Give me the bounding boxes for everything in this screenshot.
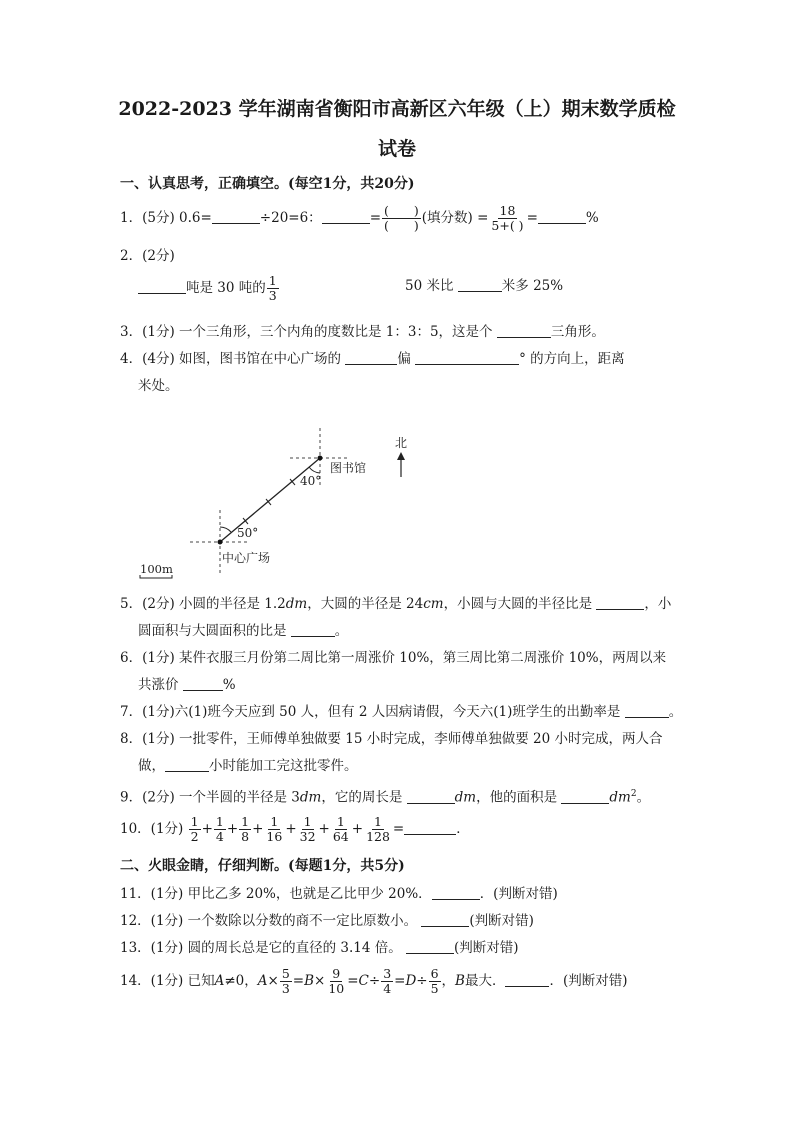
plus-sign: +: [252, 821, 264, 837]
fraction-term: $\frac{1}{8}$: [241, 814, 250, 844]
fraction-6-5: $\frac{6}{5}$: [430, 966, 439, 996]
question-10: 10．(1分) $\frac{1}{2}$ + $\frac{1}{4}$ + $\frac{1}{8}$ + $\frac{1}{16}$ + $\frac{1}{32}$ + $\frac{1}{64}$ + $\frac{1}{128}$ = ．: [120, 814, 470, 844]
plus-sign: +: [318, 821, 330, 837]
answer-blank[interactable]: [497, 324, 551, 338]
question-13: 13．(1分) 圆的周长总是它的直径的 3.14 倍。 (判断对错): [120, 940, 519, 956]
library-point: [318, 456, 323, 461]
question-7: 7．(1分)六(1)班今天应到 50 人，但有 2 人因病请假，今天六(1)班学生的出勤率是 。: [120, 704, 683, 720]
fraction-term: $\frac{1}{32}$: [299, 814, 316, 844]
scale-label: 100m: [140, 562, 173, 576]
question-1: 1．(5分) 0.6= ÷20=6： = $\frac{( )}{( )}$ (填分数) = $\frac{18}{5+( )}$ = %: [120, 203, 599, 233]
plus-sign: +: [226, 821, 239, 837]
answer-blank[interactable]: [406, 940, 454, 954]
question-5-line2: 圆面积与大圆面积的比是 。: [138, 623, 349, 639]
question-6: 6．(1分) 某件衣服三月份第二周比第一周涨价 10%，第三周比第二周涨价 10%，两周以来: [120, 650, 667, 666]
angle-arc-top: [309, 467, 320, 473]
center-square-label: 中心广场: [222, 551, 271, 565]
center-square-point: [218, 540, 223, 545]
question-9: 9．(2分) 一个半圆的半径是 3dm，它的周长是 dm，他的面积是 $dm^2$。: [120, 789, 651, 806]
library-label: 图书馆: [330, 461, 367, 475]
section2-heading: 二、火眼金睛，仔细判断。(每题1分，共5分): [120, 858, 405, 874]
answer-blank[interactable]: [138, 280, 186, 294]
answer-blank[interactable]: [458, 278, 502, 292]
exam-title-line1: 2022-2023 学年湖南省衡阳市高新区六年级（上）期末数学质检: [118, 98, 676, 120]
fraction-term: $\frac{1}{2}$: [190, 814, 199, 844]
north-arrow-icon: [397, 452, 405, 460]
answer-blank[interactable]: [407, 790, 455, 804]
question-5: 5．(2分) 小圆的半径是 1.2dm，大圆的半径是 24cm，小圆与大圆的半径比是 ，小: [120, 596, 672, 612]
answer-blank[interactable]: [183, 677, 223, 691]
answer-blank[interactable]: [415, 351, 519, 365]
question-6-line2: 共涨价 %: [138, 677, 236, 693]
fraction-term: $\frac{1}{16}$: [266, 814, 283, 844]
answer-blank[interactable]: [625, 704, 669, 718]
answer-blank[interactable]: [505, 973, 549, 987]
question-8: 8．(1分) 一批零件，王师傅单独做要 15 小时完成，李师傅单独做要 20 小时完成，两人合: [120, 731, 663, 747]
answer-blank[interactable]: [421, 913, 469, 927]
fraction-term: $\frac{1}{64}$: [332, 814, 349, 844]
fraction-18: $\frac{18}{5+( )}$: [491, 203, 524, 233]
answer-blank[interactable]: [212, 210, 260, 224]
route-line: [220, 458, 320, 542]
fraction-9-10: $\frac{9}{10}$: [328, 966, 345, 996]
answer-blank[interactable]: [165, 758, 209, 772]
question-3: 3．(1分) 一个三角形，三个内角的度数比是 1：3：5，这是个 三角形。: [120, 324, 605, 340]
direction-figure: [130, 425, 408, 585]
plus-sign: +: [201, 821, 213, 837]
question-12: 12．(1分) 一个数除以分数的商不一定比原数小。 (判断对错): [120, 913, 534, 929]
answer-blank[interactable]: [404, 821, 456, 835]
question-8-line2: 做， 小时能加工完这批零件。: [138, 758, 358, 774]
fraction-5-3: $\frac{5}{3}$: [281, 966, 290, 996]
question-2b: 50 米比 米多 25%: [405, 278, 564, 294]
exam-title-line2: 试卷: [377, 138, 416, 160]
north-label: 北: [395, 436, 408, 450]
answer-blank[interactable]: [538, 210, 586, 224]
fraction-3-4: $\frac{3}{4}$: [383, 966, 392, 996]
question-14: 14．(1分) 已知A≠0，A× $\frac{5}{3}$ =B× $\frac{9}{10}$ =C÷ $\frac{3}{4}$ =D÷ $\frac{6}{5}$ ，B最大． ．(判断对错): [120, 966, 628, 996]
question-4-line2: 米处。: [138, 378, 179, 394]
question-11: 11．(1分) 甲比乙多 20%，也就是乙比甲少 20%． ．(判断对错): [120, 886, 558, 902]
angle-label-40: 40°: [300, 474, 322, 488]
question-4: 4．(4分) 如图，图书馆在中心广场的 偏 ° 的方向上，距离: [120, 351, 625, 367]
angle-arc-bottom: [220, 527, 231, 532]
answer-blank[interactable]: [596, 596, 644, 610]
answer-blank[interactable]: [291, 623, 335, 637]
question-2a: 吨是 30 吨的 $\frac{1}{3}$: [138, 274, 280, 303]
answer-blank[interactable]: [345, 351, 397, 365]
answer-blank[interactable]: [561, 790, 609, 804]
question-2-label: 2．(2分): [120, 248, 175, 264]
fraction-term: $\frac{1}{128}$: [366, 814, 390, 844]
angle-label-50: 50°: [237, 526, 259, 540]
fraction-term: $\frac{1}{4}$: [215, 814, 224, 844]
fraction-blank[interactable]: $\frac{( )}{( )}$: [384, 203, 419, 233]
plus-sign: +: [285, 821, 297, 837]
section1-heading: 一、认真思考，正确填空。(每空1分，共20分): [120, 176, 415, 192]
plus-sign: +: [351, 821, 364, 837]
fraction-one-third: $\frac{1}{3}$: [268, 273, 277, 303]
answer-blank[interactable]: [432, 886, 480, 900]
answer-blank[interactable]: [322, 210, 370, 224]
